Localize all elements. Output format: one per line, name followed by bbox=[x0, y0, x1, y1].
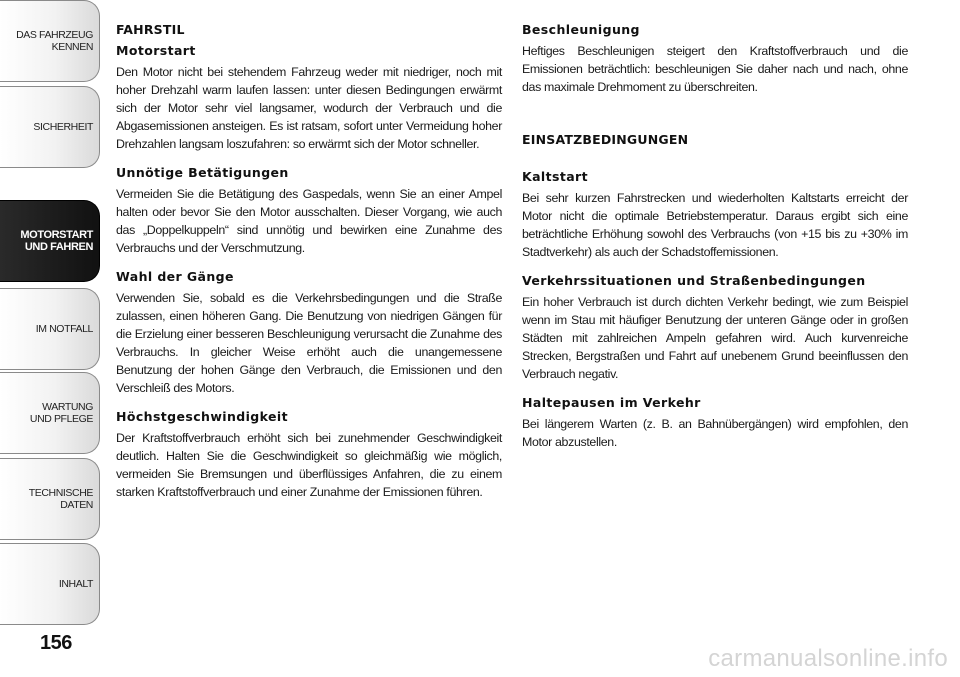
tab-inhalt[interactable]: INHALT bbox=[0, 543, 100, 625]
block-wahl-der-gaenge bbox=[116, 269, 502, 397]
tab-das-fahrzeug-kennen[interactable]: DAS FAHRZEUG KENNEN bbox=[0, 0, 100, 82]
block-heading: Kaltstart bbox=[522, 169, 588, 184]
block-heading: Höchstgeschwindigkeit bbox=[116, 409, 288, 424]
block-heading: Verkehrssituationen und Straßenbedingungen bbox=[522, 273, 866, 288]
section-title-einsatzbedingungen: EINSATZBEDINGUNGEN bbox=[522, 132, 689, 147]
block-kaltstart bbox=[522, 169, 908, 261]
block-verkehrssituationen bbox=[522, 273, 908, 383]
block-unnoetige-betaetigungen bbox=[116, 165, 502, 257]
block-haltepausen bbox=[522, 395, 908, 451]
spacer bbox=[522, 108, 908, 132]
block-text: Bei längerem Warten (z. B. an Bahnübergängen) wird empfohlen, den Motor abzustellen. bbox=[522, 417, 908, 449]
block-motorstart bbox=[116, 43, 502, 153]
block-text: Der Kraftstoffverbrauch erhöht sich bei zunehmender Geschwindigkeit deutlich. Halten Sie die Geschwindigkeit so gleichmäßig wie möglich, vermeiden Sie Bremsungen und überflüssiges Anfahren, die zu einem starken Kraftstoffverbrauch und einer Zunahme der Emissionen führen. bbox=[116, 431, 502, 499]
chapter-sidebar bbox=[0, 0, 102, 640]
section-title-fahrstil: FAHRSTIL bbox=[116, 22, 185, 37]
block-heading: Beschleunigung bbox=[522, 22, 640, 37]
right-column bbox=[522, 22, 908, 463]
page-number: 156 bbox=[40, 632, 72, 654]
tab-sicherheit[interactable]: SICHERHEIT bbox=[0, 86, 100, 168]
tab-wartung-und-pflege[interactable]: WARTUNG UND PFLEGE bbox=[0, 372, 100, 454]
block-text: Heftiges Beschleunigen steigert den Kraftstoffverbrauch und die Emissionen beträchtlich: beschleunigen Sie daher nach und nach, ohne das maximale Drehmoment zu überschreiten. bbox=[522, 44, 908, 94]
block-hoechstgeschwindigkeit bbox=[116, 409, 502, 501]
tab-motorstart-und-fahren[interactable]: MOTORSTART UND FAHREN bbox=[0, 200, 100, 282]
block-text: Bei sehr kurzen Fahrstrecken und wiederholten Kaltstarts erreicht der Motor nicht die optimale Betriebstemperatur. Daraus ergibt sich eine beträchtliche Erhöhung sowohl des Verbrauchs (von +15 bis zu +30% im Stadtverkehr) als auch der Schadstoffemissionen. bbox=[522, 191, 908, 259]
block-text: Vermeiden Sie die Betätigung des Gaspedals, wenn Sie an einer Ampel halten oder bevor Sie den Motor ausschalten. Dieser Vorgang, wie auch das „Doppelkuppeln“ sind unnötig und bewirken eine Zunahme des Verbrauchs und der Verschmutzung. bbox=[116, 187, 502, 255]
block-heading: Unnötige Betätigungen bbox=[116, 165, 289, 180]
tab-im-notfall[interactable]: IM NOTFALL bbox=[0, 288, 100, 370]
block-text: Verwenden Sie, sobald es die Verkehrsbedingungen und die Straße zulassen, einen höheren Gang. Die Benutzung von niedrigen Gängen für die Erzielung einer besseren Beschleunigung verursacht die Zunahme des Verbrauchs. In gleicher Weise erhöht auch die unangemessene Benutzung der hohen Gänge den Verbrauch, die Emissionen und den Verschleiß des Motors. bbox=[116, 291, 502, 395]
block-heading: Haltepausen im Verkehr bbox=[522, 395, 701, 410]
block-text: Den Motor nicht bei stehendem Fahrzeug weder mit niedriger, noch mit hoher Drehzahl warm laufen lassen: unter diesen Bedingungen erwärmt sich der Motor sehr viel langsamer, wodurch der Verbrauch und die Abgasemissionen ansteigen. Es ist ratsam, sofort unter Vermeidung hoher Drehzahlen langsam loszufahren: so erwärmt sich der Motor schneller. bbox=[116, 65, 502, 151]
block-text: Ein hoher Verbrauch ist durch dichten Verkehr bedingt, wie zum Beispiel wenn im Stau mit häufiger Benutzung der unteren Gänge oder in großen Städten mit zahlreichen Ampeln gefahren wird. Auch kurvenreiche Strecken, Bergstraßen und Fahrt auf unebenem Grund beeinflussen den Verbrauch negativ. bbox=[522, 295, 908, 381]
tab-technische-daten[interactable]: TECHNISCHE DATEN bbox=[0, 458, 100, 540]
left-column bbox=[116, 22, 502, 513]
block-beschleunigung bbox=[522, 22, 908, 96]
block-heading: Wahl der Gänge bbox=[116, 269, 234, 284]
block-heading: Motorstart bbox=[116, 43, 196, 58]
watermark: carmanualsonline.info bbox=[708, 645, 948, 672]
